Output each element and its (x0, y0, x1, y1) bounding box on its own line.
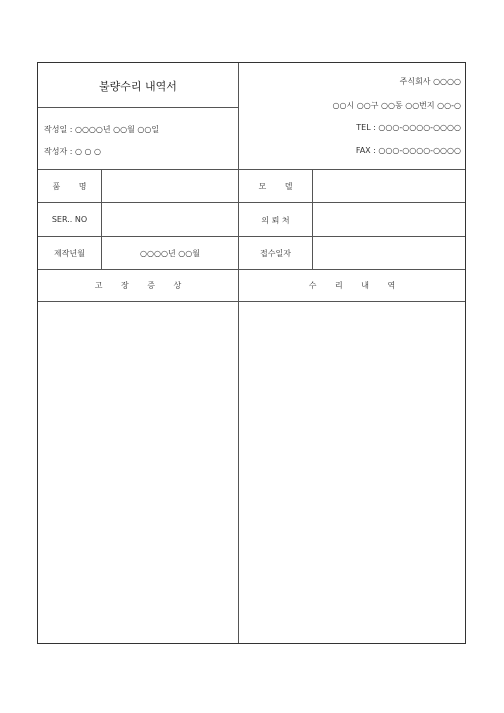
date-field: 작성일 : ○○○○년 ○○월 ○○일 (44, 125, 160, 134)
title-divider (38, 107, 238, 108)
repair-header: 수 리 내 역 (308, 281, 404, 290)
company-fax: FAX : ○○○-○○○○-○○○○ (355, 146, 461, 155)
repair-area[interactable] (239, 302, 465, 643)
serial-label: SER.. NO (51, 215, 88, 224)
symptom-area[interactable] (38, 302, 238, 643)
author-field: 작성자 : ○ ○ ○ (44, 147, 101, 156)
company-name: 주식회사 ○○○○ (399, 77, 461, 86)
symptom-header: 고 장 증 상 (94, 281, 190, 290)
header-bottom-line (38, 169, 465, 170)
company-tel: TEL : ○○○-○○○○-○○○○ (356, 123, 461, 132)
model-label: 모 델 (258, 182, 301, 191)
mfg-date-value: ○○○○년 ○○월 (140, 249, 200, 258)
row-line-2 (38, 236, 465, 237)
form-title: 불량수리 내역서 (99, 80, 177, 93)
received-label: 접수일자 (260, 249, 291, 258)
product-label: 품 명 (52, 182, 95, 191)
client-label: 의 뢰 처 (261, 216, 290, 225)
row-line-3 (38, 269, 465, 270)
company-address: ○○시 ○○구 ○○동 ○○번지 ○○-○ (332, 101, 461, 110)
mfg-date-label: 제작년월 (54, 249, 85, 258)
row-line-1 (38, 202, 465, 203)
repair-report-form (37, 62, 466, 644)
